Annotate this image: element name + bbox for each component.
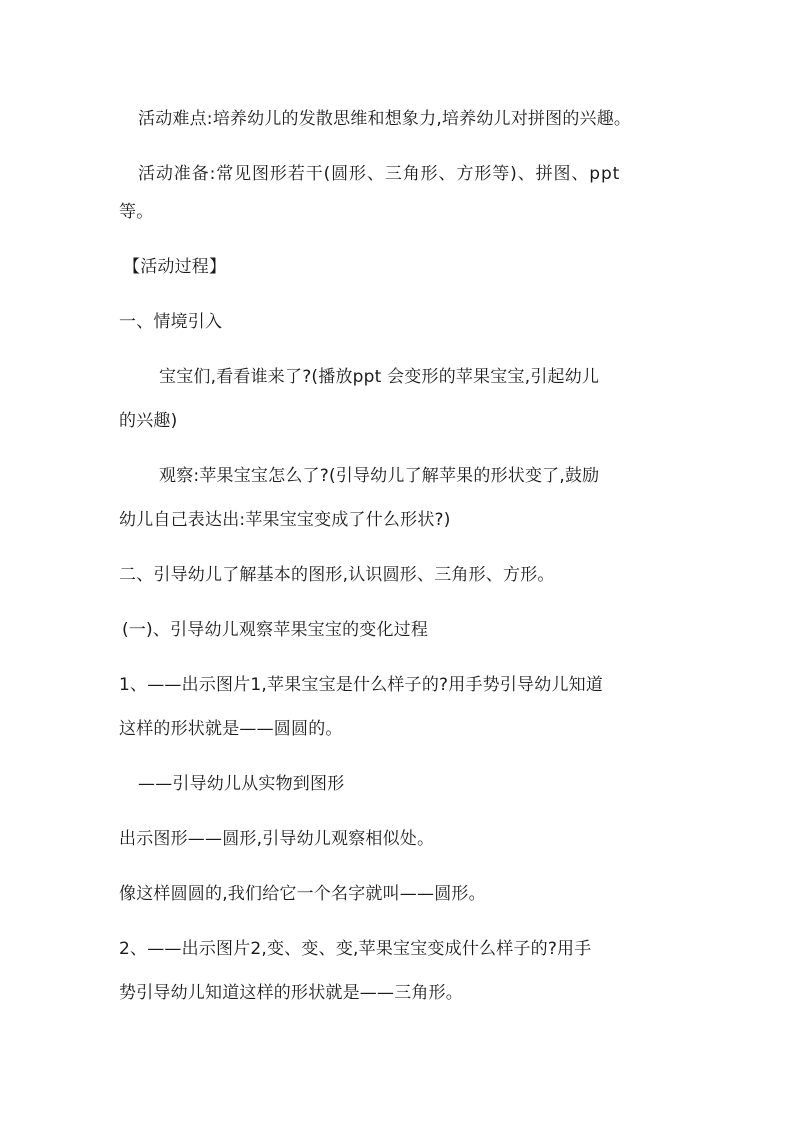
process-heading: 【活动过程】: [123, 257, 227, 277]
subsection-one-heading: (一)、引导幼儿观察苹果宝宝的变化过程: [122, 620, 429, 640]
step-one-naming: 像这样圆圆的,我们给它一个名字就叫——圆形。: [119, 884, 486, 904]
section-two-heading: 二、引导幼儿了解基本的图形,认识圆形、三角形、方形。: [119, 565, 555, 585]
step-two-line-2: 势引导幼儿知道这样的形状就是——三角形。: [119, 983, 463, 1003]
step-one-line-1: 1、——出示图片1,苹果宝宝是什么样子的?用手势引导幼儿知道: [119, 675, 604, 695]
observe-paragraph-line-2: 幼儿自己表达出:苹果宝宝变成了什么形状?): [119, 510, 451, 530]
preparation-line: 活动准备:常见图形若干(圆形、三角形、方形等)、拼图、ppt: [138, 164, 621, 184]
preparation-line-continued: 等。: [119, 202, 154, 222]
section-one-heading: 一、情境引入: [119, 312, 223, 332]
observe-paragraph-line-1: 观察:苹果宝宝怎么了?(引导幼儿了解苹果的形状变了,鼓励: [159, 466, 600, 486]
step-one-show-shape: 出示图形——圆形,引导幼儿观察相似处。: [119, 829, 435, 849]
step-one-line-2: 这样的形状就是——圆圆的。: [119, 719, 343, 739]
intro-paragraph-line-1: 宝宝们,看看谁来了?(播放ppt 会变形的苹果宝宝,引起幼儿: [159, 367, 600, 387]
step-one-guide: ——引导幼儿从实物到图形: [138, 774, 345, 794]
difficulty-line: 活动难点:培养幼儿的发散思维和想象力,培养幼儿对拼图的兴趣。: [138, 109, 632, 129]
intro-paragraph-line-2: 的兴趣): [119, 411, 178, 431]
step-two-line-1: 2、——出示图片2,变、变、变,苹果宝宝变成什么样子的?用手: [119, 939, 592, 959]
